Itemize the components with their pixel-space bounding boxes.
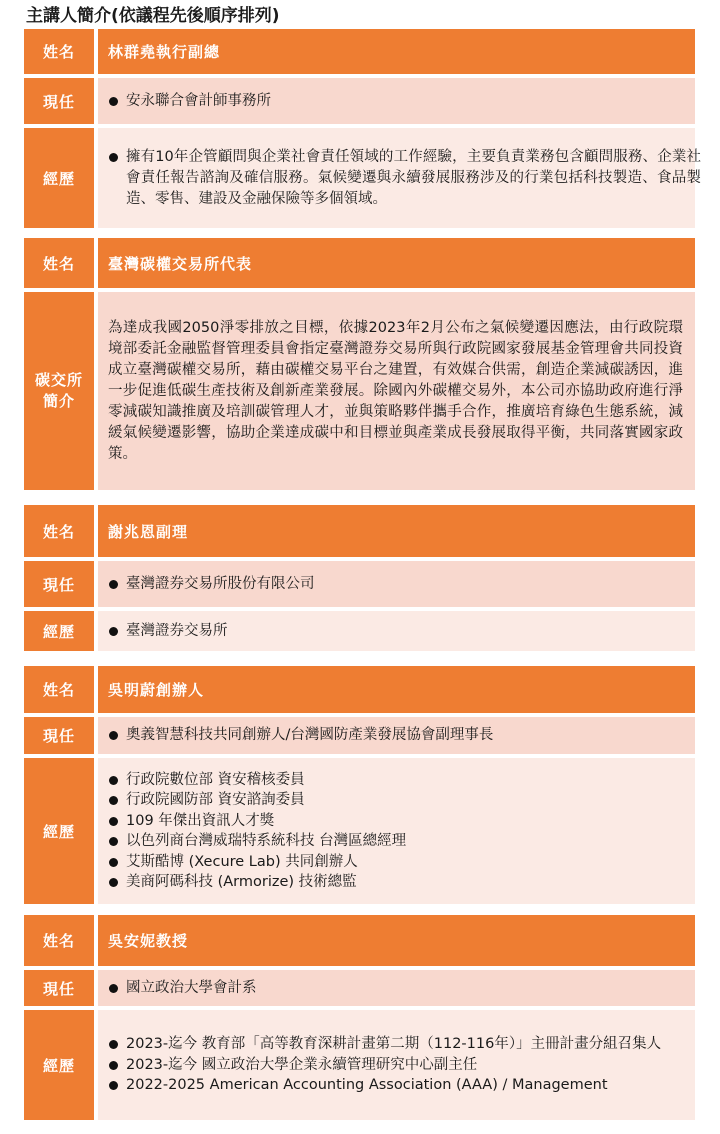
name-label: 姓名 [24,666,94,713]
current-label: 現任 [24,561,94,607]
name-label: 姓名 [24,915,94,966]
experience-label: 經歷 [24,758,94,904]
speaker-card-tcx [24,238,695,490]
speaker-name: 謝兆恩副理 [98,505,695,557]
speaker-name: 林群堯執行副總 [98,29,695,74]
name-label: 姓名 [24,505,94,557]
current-cell [98,717,695,754]
experience-item: 2023-迄今 國立政治大學企業永續管理研究中心副主任 [108,1055,683,1076]
experience-item: 2023-迄今 教育部「高等教育深耕計畫第二期（112-116年）」主冊計畫分組召集人 [108,1034,683,1055]
current-label: 現任 [24,78,94,124]
speaker-name: 吳明蔚創辦人 [98,666,695,713]
experience-cell [98,758,695,904]
speaker-card-wu-an-ni [24,915,695,1120]
current-item: 安永聯合會計師事務所 [108,91,683,112]
speaker-name: 吳安妮教授 [98,915,695,966]
experience-item: 擁有10年企管顧問與企業社會責任領域的工作經驗，主要負責業務包含顧問服務、企業社會責任報告諮詢及確信服務。氣候變遷與永續發展服務涉及的行業包括科技製造、食品製造、零售、建設及金融保險等多個領域。 [108,147,701,210]
intro-cell [98,292,695,490]
intro-label-line2: 簡介 [42,392,75,410]
experience-label: 經歷 [24,1010,94,1120]
experience-item: 艾斯酷博 (Xecure Lab) 共同創辦人 [108,852,683,873]
name-label: 姓名 [24,29,94,74]
current-cell [98,561,695,607]
experience-cell [98,611,695,651]
page-title: 主講人簡介(依議程先後順序排列) [26,6,280,26]
experience-item: 行政院國防部 資安諮詢委員 [108,790,683,811]
current-cell [98,78,695,124]
current-item: 臺灣證券交易所股份有限公司 [108,574,683,595]
speaker-card-lin [24,29,701,228]
experience-item: 2022-2025 American Accounting Association (AAA) / Management [108,1075,683,1096]
speaker-name: 臺灣碳權交易所代表 [98,238,695,288]
name-label: 姓名 [24,238,94,288]
intro-label-line1: 碳交所 [34,371,83,389]
experience-label: 經歷 [24,128,94,228]
experience-cell [98,1010,695,1120]
current-item: 奧義智慧科技共同創辦人/台灣國防產業發展協會副理事長 [108,725,683,746]
experience-item: 109 年傑出資訊人才獎 [108,811,683,832]
experience-item: 以色列商台灣威瑞特系統科技 台灣區總經理 [108,831,683,852]
current-label: 現任 [24,717,94,754]
experience-label: 經歷 [24,611,94,651]
experience-cell [98,128,701,228]
current-item: 國立政治大學會計系 [108,978,683,999]
current-label: 現任 [24,970,94,1006]
speaker-card-hsieh [24,505,695,651]
intro-text: 為達成我國2050淨零排放之目標，依據2023年2月公布之氣候變遷因應法，由行政院環境部委託金融監督管理委員會指定臺灣證券交易所與行政院國家發展基金管理會共同投資成立臺灣碳權交易所，藉由碳權交易平台之建置，有效媒合供需，創造企業減碳誘因，進一步促進低碳生產技術及創新產業發展。除國內外碳權交易外，本公司亦協助政府進行淨零減碳知識推廣及培訓碳管理人才，並與策略夥伴攜手合作，推廣培育綠色生態系統，減緩氣候變遷影響，協助企業達成碳中和目標並與產業成長發展取得平衡，共同落實國家政策。 [108,319,683,462]
current-cell [98,970,695,1006]
speaker-card-wu-ming-wei [24,666,695,904]
experience-item: 行政院數位部 資安稽核委員 [108,770,683,791]
experience-item: 美商阿碼科技 (Armorize) 技術總監 [108,872,683,893]
experience-item: 臺灣證券交易所 [108,621,683,642]
intro-label [24,292,94,490]
